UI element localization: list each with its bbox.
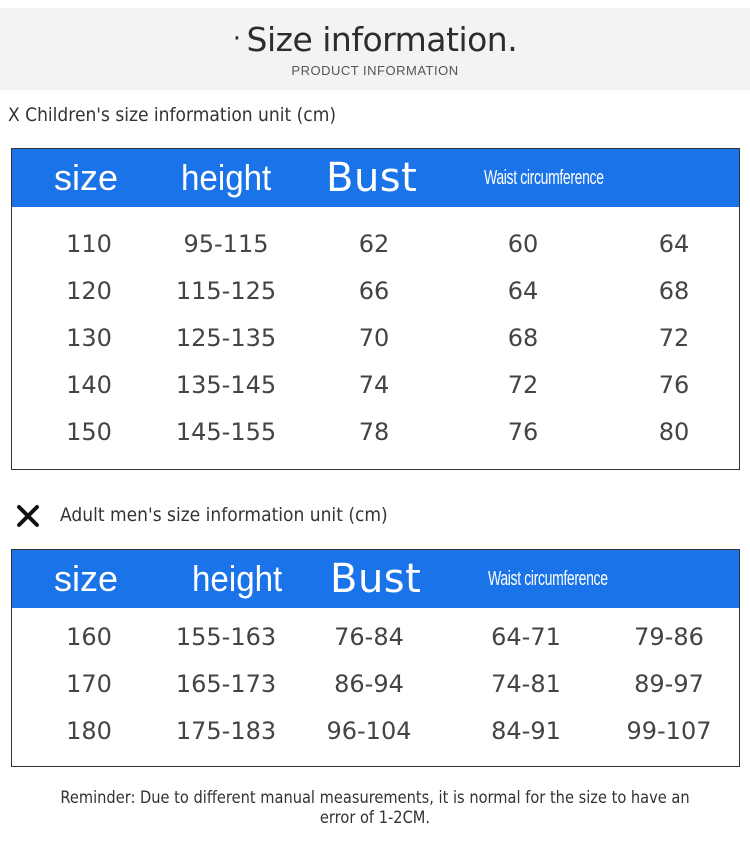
- table-cell: 68: [507, 324, 539, 352]
- page-header: [0, 8, 750, 90]
- header-waist: Waist circumference: [484, 166, 604, 189]
- children-size-table: [11, 148, 740, 470]
- table-cell: 135-145: [175, 371, 277, 399]
- table-cell: 115-125: [175, 277, 277, 305]
- table-row: [12, 221, 739, 268]
- table-cell: 76-84: [334, 623, 404, 651]
- header-size: size: [54, 558, 119, 599]
- close-x-icon: [15, 503, 41, 529]
- table-cell: 180: [66, 717, 112, 745]
- table-row: [12, 268, 739, 315]
- table-cell: 86-94: [334, 670, 404, 698]
- table-row: [12, 315, 739, 362]
- table-row: [12, 614, 739, 661]
- table-cell: 84-91: [491, 717, 561, 745]
- header-height: height: [181, 157, 272, 198]
- table-row: [12, 362, 739, 409]
- children-table-header: [12, 149, 739, 207]
- table-cell: 64: [507, 277, 539, 305]
- header-size: size: [54, 157, 119, 198]
- table-cell: 155-163: [175, 623, 277, 651]
- table-cell: 165-173: [175, 670, 277, 698]
- table-cell: 130: [66, 324, 112, 352]
- table-cell: 125-135: [175, 324, 277, 352]
- table-cell: 74-81: [491, 670, 561, 698]
- header-waist: Waist circumference: [488, 567, 608, 590]
- page-title: [0, 20, 750, 59]
- table-cell: 145-155: [175, 418, 277, 446]
- table-cell: 62: [358, 230, 390, 258]
- table-cell: 110: [66, 230, 112, 258]
- header-bust: Bust: [330, 556, 422, 602]
- adult-section-title: Adult men's size information unit (cm): [60, 504, 388, 526]
- table-cell: 160: [66, 623, 112, 651]
- table-cell: 79-86: [634, 623, 704, 651]
- table-cell: 140: [66, 371, 112, 399]
- table-row: [12, 708, 739, 755]
- table-cell: 170: [66, 670, 112, 698]
- adult-table-header: [12, 550, 739, 608]
- table-row: [12, 409, 739, 456]
- header-bust: Bust: [326, 155, 418, 201]
- bullet-dot-icon: ·: [232, 24, 241, 54]
- table-cell: 72: [658, 324, 690, 352]
- table-cell: 76: [507, 418, 539, 446]
- table-cell: 64: [658, 230, 690, 258]
- table-cell: 99-107: [626, 717, 712, 745]
- table-cell: 74: [358, 371, 390, 399]
- table-cell: 76: [658, 371, 690, 399]
- table-cell: 60: [507, 230, 539, 258]
- table-cell: 89-97: [634, 670, 704, 698]
- table-row: [12, 661, 739, 708]
- table-cell: 66: [358, 277, 390, 305]
- children-section-title: X Children's size information unit (cm): [8, 104, 337, 126]
- table-cell: 68: [658, 277, 690, 305]
- table-cell: 72: [507, 371, 539, 399]
- table-cell: 96-104: [326, 717, 412, 745]
- table-cell: 78: [358, 418, 390, 446]
- header-height: height: [192, 558, 283, 599]
- table-cell: 80: [658, 418, 690, 446]
- table-cell: 70: [358, 324, 390, 352]
- page-subtitle: PRODUCT INFORMATION: [291, 63, 459, 78]
- table-cell: 150: [66, 418, 112, 446]
- page-title-text: Size information.: [246, 20, 518, 59]
- table-cell: 95-115: [183, 230, 269, 258]
- adult-size-table: [11, 549, 740, 767]
- table-cell: 64-71: [491, 623, 561, 651]
- reminder-note: Reminder: Due to different manual measurements, it is normal for the size to have an error of 1-2CM.: [60, 788, 690, 828]
- table-cell: 120: [66, 277, 112, 305]
- table-cell: 175-183: [175, 717, 277, 745]
